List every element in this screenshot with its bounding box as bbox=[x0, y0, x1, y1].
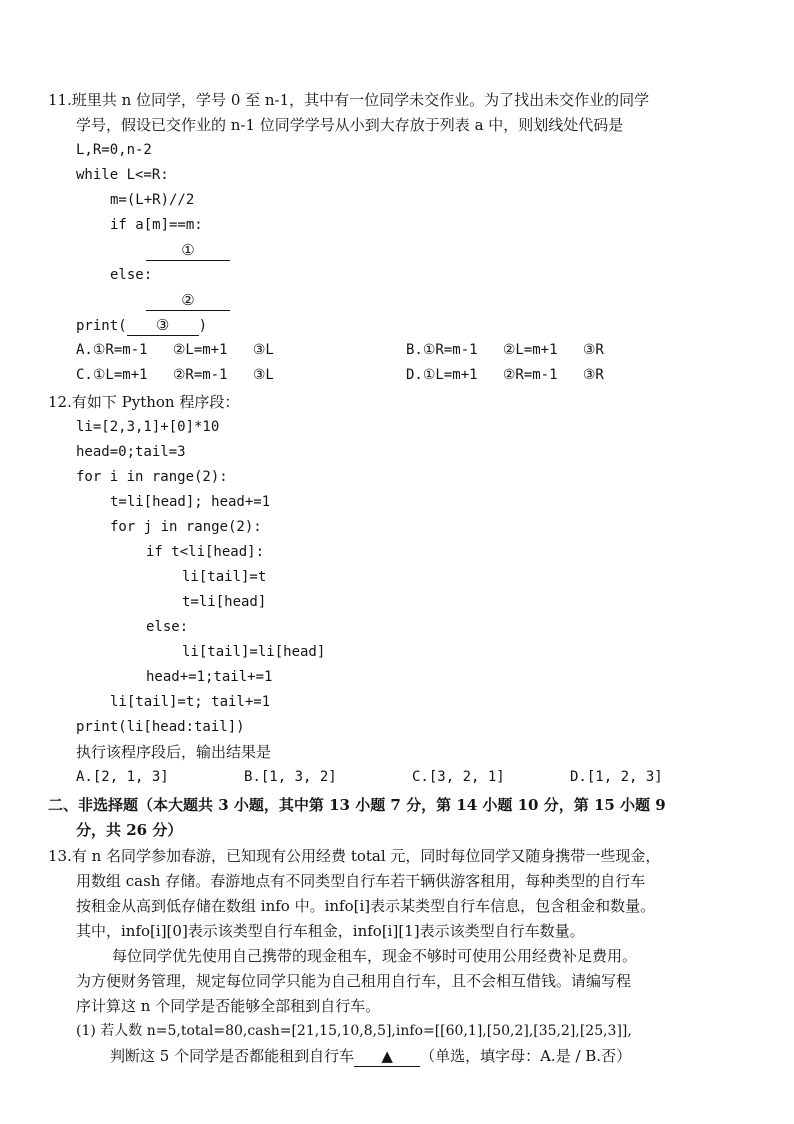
q12-code-line: if t<li[head]: bbox=[146, 544, 265, 560]
answer-blank: ▲ bbox=[354, 1046, 420, 1067]
q13-text-line: 13.有 n 名同学参加春游，已知现有公用经费 total 元，同时每位同学又随身携带一些现金， bbox=[48, 847, 661, 865]
q12-code-line: for i in range(2): bbox=[76, 469, 228, 485]
q11-code-line: while L<=R: bbox=[76, 167, 169, 183]
q11-code-line: else: bbox=[110, 267, 153, 283]
q12-code-line: t=li[head] bbox=[182, 594, 267, 610]
q11-blank-1 bbox=[146, 240, 230, 261]
q11-option-b: B.①R=m-1 ②L=m+1 ③R bbox=[406, 342, 604, 358]
q12-option-c: C.[3, 2, 1] bbox=[412, 769, 505, 785]
q13-subquestion-1-answer-line: 判断这 5 个同学是否都能租到自行车 ▲ （单选，填字母：A.是 / B.否） bbox=[110, 1047, 632, 1065]
section-heading-line1: 二、非选择题（本大题共 3 小题，其中第 13 小题 7 分，第 14 小题 10 分，第 15 小题 9 bbox=[48, 796, 666, 814]
q11-code-line: m=(L+R)//2 bbox=[110, 192, 195, 208]
q12-code-line: for j in range(2): bbox=[110, 519, 262, 535]
q12-code-line: head=0;tail=3 bbox=[76, 444, 186, 460]
q11-print-line: print( ③ ) bbox=[76, 316, 208, 334]
q13-text-line: 用数组 cash 存储。春游地点有不同类型自行车若干辆供游客租用，每种类型的自行车 bbox=[76, 872, 646, 890]
q12-question: 执行该程序段后，输出结果是 bbox=[76, 743, 272, 761]
q12-option-b: B.[1, 3, 2] bbox=[244, 769, 337, 785]
q13-text-line: 其中，info[i][0]表示该类型自行车租金，info[i][1]表示该类型自行车数量。 bbox=[76, 922, 585, 940]
q12-option-d: D.[1, 2, 3] bbox=[570, 769, 663, 785]
q11-blank-2 bbox=[146, 290, 230, 311]
q11-option-c: C.①L=m+1 ②R=m-1 ③L bbox=[76, 367, 274, 383]
q12-stem: 12.有如下 Python 程序段： bbox=[48, 393, 240, 411]
q12-code-line: li=[2,3,1]+[0]*10 bbox=[76, 419, 220, 435]
q12-code-line: t=li[head]; head+=1 bbox=[110, 494, 271, 510]
blank-2-marker: ② bbox=[146, 290, 230, 311]
q11-stem-line1: 11.班里共 n 位同学，学号 0 至 n-1，其中有一位同学未交作业。为了找出未交作业的同学 bbox=[48, 91, 650, 109]
q12-code-line: print(li[head:tail]) bbox=[76, 719, 245, 735]
q11-code-line: L,R=0,n-2 bbox=[76, 142, 152, 158]
blank-1-marker: ① bbox=[146, 240, 230, 261]
q13-text-line: 序计算这 n 个同学是否能够全部租到自行车。 bbox=[76, 997, 381, 1015]
blank-3-marker: ③ bbox=[127, 315, 199, 336]
q13-text-line: 按租金从高到低存储在数组 info 中。info[i]表示某类型自行车信息，包含租金和数量。 bbox=[76, 897, 656, 915]
q11-option-a: A.①R=m-1 ②L=m+1 ③L bbox=[76, 342, 274, 358]
q12-code-line: li[tail]=t; tail+=1 bbox=[110, 694, 271, 710]
q12-code-line: else: bbox=[146, 619, 189, 635]
q13-text-line: 每位同学优先使用自己携带的现金租车，现金不够时可使用公用经费补足费用。 bbox=[112, 947, 638, 965]
q13-text-line: 为方便财务管理，规定每位同学只能为自己租用自行车，且不会相互借钱。请编写程 bbox=[76, 972, 632, 990]
section-heading-line2: 分，共 26 分） bbox=[76, 821, 183, 839]
q11-stem-line2: 学号，假设已交作业的 n-1 位同学学号从小到大存放于列表 a 中，则划线处代码是 bbox=[76, 116, 624, 134]
q13-subquestion-1: (1) 若人数 n=5,total=80,cash=[21,15,10,8,5],info=[[60,1],[50,2],[35,2],[25,3]], bbox=[76, 1023, 632, 1039]
q12-code-line: head+=1;tail+=1 bbox=[146, 669, 273, 685]
q11-code-line: if a[m]==m: bbox=[110, 217, 203, 233]
q12-code-line: li[tail]=li[head] bbox=[182, 644, 326, 660]
q12-code-line: li[tail]=t bbox=[182, 569, 267, 585]
q12-option-a: A.[2, 1, 3] bbox=[76, 769, 169, 785]
q11-option-d: D.①L=m+1 ②R=m-1 ③R bbox=[406, 367, 604, 383]
